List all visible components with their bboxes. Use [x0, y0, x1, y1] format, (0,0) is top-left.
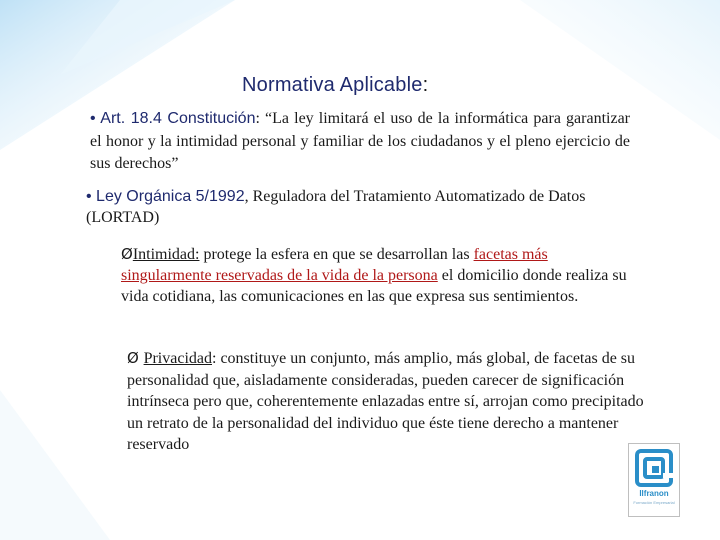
logo-tagline: Formación Empresarial: [633, 500, 675, 505]
lortad-bullet: • Ley Orgánica 5/1992: [86, 188, 245, 205]
arrow-bullet-icon: Ø: [127, 349, 144, 367]
slide-title-text: Normativa Aplicable: [242, 74, 423, 96]
art18-body: : “La ley limitará el uso de la informática para garantizar el honor y la intimidad personal y familiar de los ciudadanos y el pleno ejercicio de sus derechos”: [90, 110, 631, 172]
logo-mark-icon: [635, 449, 673, 487]
privacidad-text: : constituye un conjunto, más amplio, más global, de facetas de su personalidad que, aisladamente consideradas, pueden carecer de significación intrínseca pero que, coherentemente enlazadas entre sí, arrojan como precipitado un retrato de la personalidad del individuo que éste tiene derecho a mantener reservado: [127, 350, 644, 453]
intimidad-paragraph: [121, 244, 641, 307]
lortad-body: , Reguladora del Tratamiento Automatizado de Datos (LORTAD): [86, 188, 586, 226]
art18-bullet: • Art. 18.4 Constitución: [90, 110, 256, 127]
intimidad-highlight: facetas más singularmente reservadas de la vida de la persona: [121, 246, 548, 284]
slide-title-colon: :: [422, 74, 429, 96]
arrow-bullet-icon: Ø: [121, 245, 133, 263]
art18-paragraph: [90, 108, 630, 176]
intimidad-text-2: el domicilio donde realiza su vida cotidiana, las comunicaciones en las que expresa sus sentimientos.: [121, 267, 627, 305]
privacidad-term: Privacidad: [143, 350, 212, 367]
logo-brand: Ilfranon: [639, 489, 669, 498]
intimidad-text-1: protege la esfera en que se desarrollan las: [199, 246, 474, 263]
slide-title: [242, 74, 428, 97]
intimidad-term: Intimidad:: [132, 246, 200, 263]
privacidad-paragraph: [127, 348, 647, 456]
company-logo: [628, 443, 680, 517]
lortad-paragraph: [86, 186, 646, 228]
